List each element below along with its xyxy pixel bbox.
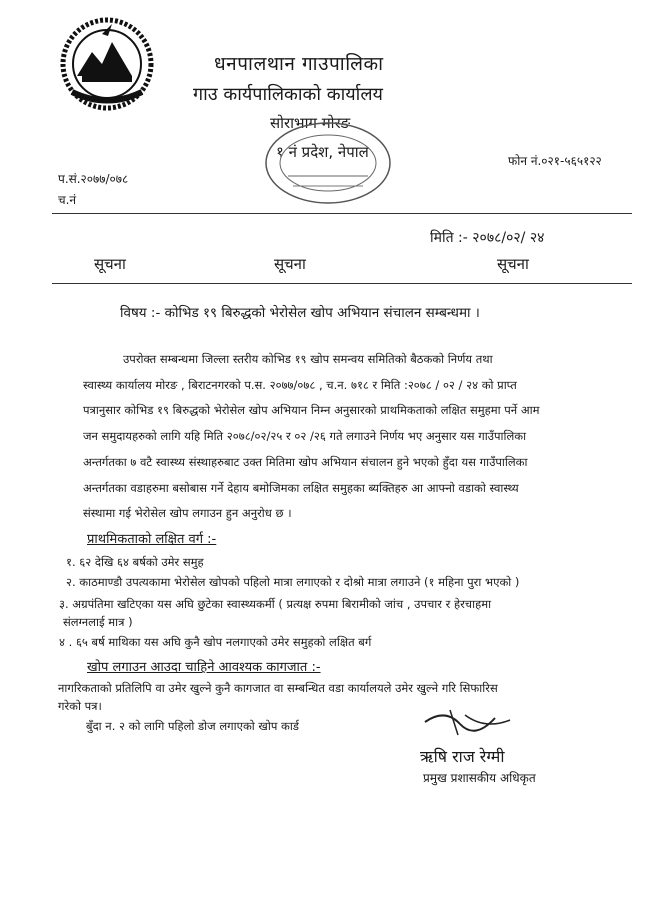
- signatory-title: प्रमुख प्रशासकीय अधिकृत: [423, 771, 536, 785]
- issue-date: मिति :- २०७८/०२/ २४: [430, 230, 545, 246]
- dispatch-number: च.नं: [58, 193, 77, 207]
- priority-item-3-cont: संलग्नलाई मात्र ): [63, 615, 133, 629]
- body-line-1: उपरोक्त सम्बन्धमा जिल्ला स्तरीय कोभिड १९ खोप समन्वय समितिको बैठकको निर्णय तथा: [123, 352, 493, 366]
- body-line-4: जन समुदायहरुको लागि यहि मिति २०७८/०२/२५ र ०२ /२६ गते लगाउने निर्णय भए अनुसार यस गाउँपालिका: [83, 429, 527, 443]
- body-line-2: स्वास्थ्य कार्यालय मोरङ , बिराटनगरको प.स. २०७७/०७८ , च.न. ७१८ र मिति :२०७८ / ०२ / २४ को प्राप्त: [83, 378, 517, 392]
- reference-number: प.सं.२०७७/०७८: [58, 172, 129, 186]
- priority-item-3: ३. अग्रपंतिमा खटिएका यस अघि छुटेका स्वास्थ्यकर्मी ( प्रत्यक्ष रुपमा बिरामीको जांच , उपचार र हेरचाहमा: [59, 597, 492, 611]
- office-name: गाउ कार्यपालिकाको कार्यालय: [193, 84, 383, 105]
- office-location: सोराभाग मोरङ: [270, 114, 351, 132]
- body-line-6: अन्तर्गतका वडाहरुमा बसोबास गर्ने देहाय बमोजिमका लक्षित समुहका ब्यक्तिहरु आ आफ्नो वडाको स्वास्थ्य: [83, 481, 519, 495]
- notice-word-center: सूचना: [274, 255, 306, 273]
- phone-number: फोन नं.०२१-५६५१२२: [508, 154, 602, 168]
- notice-word-left: सूचना: [94, 255, 126, 273]
- office-stamp: [258, 118, 398, 208]
- signatory-name: ऋषि राज रेग्मी: [420, 747, 505, 766]
- priority-heading: प्राथमिकताको लक्षित वर्ग :-: [87, 532, 217, 547]
- municipality-logo: [52, 14, 162, 114]
- header-divider: [52, 213, 632, 214]
- documents-item-1: नागरिकताको प्रतिलिपि वा उमेर खुल्ने कुनै कागजात वा सम्बन्धित वडा कार्यालयले उमेर खुल्ने गरि सिफारिस: [58, 681, 498, 695]
- body-line-3: पत्रानुसार कोभिड १९ बिरुद्धको भेरोसेल खोप अभियान निम्न अनुसारको प्राथमिकताको लक्षित समुहमा पर्ने आम: [83, 403, 540, 417]
- priority-item-4: ४ . ६५ बर्ष माथिका यस अघि कुनै खोप नलगाएको उमेर समुहको लक्षित बर्ग: [59, 635, 372, 649]
- municipality-name: धनपालथान गाउपालिका: [214, 53, 384, 75]
- priority-item-1: १. ६२ देखि ६४ बर्षको उमेर समुह: [66, 555, 204, 569]
- priority-item-2: २. काठमाण्डौ उपत्यकामा भेरोसेल खोपको पहिलो मात्रा लगाएको र दोश्रो मात्रा लगाउने (१ महिना पुरा भएको ): [66, 575, 520, 589]
- documents-item-1-cont: गरेको पत्र।: [58, 699, 102, 713]
- documents-item-2: बुँदा न. २ को लागि पहिलो डोज लगाएको खोप कार्ड: [86, 719, 299, 733]
- body-line-5: अन्तर्गतका ७ वटै स्वास्थ्य संस्थाहरुबाट उक्त मितिमा खोप अभियान संचालन हुने भएको हुँदा यस गाउँपालिका: [83, 455, 528, 469]
- province-name: १ नं प्रदेश, नेपाल: [276, 143, 369, 161]
- body-line-7: संस्थामा गई भेरोसेल खोप लगाउन हुन अनुरोध छ ।: [83, 506, 292, 520]
- notice-word-right: सूचना: [497, 255, 529, 273]
- subject-line: विषय :- कोभिड १९ बिरुद्धको भेरोसेल खोप अभियान संचालन सम्बन्धमा ।: [120, 305, 480, 321]
- notice-divider: [52, 283, 632, 284]
- documents-heading: खोप लगाउन आउदा चाहिने आवश्यक कागजात :-: [87, 660, 321, 675]
